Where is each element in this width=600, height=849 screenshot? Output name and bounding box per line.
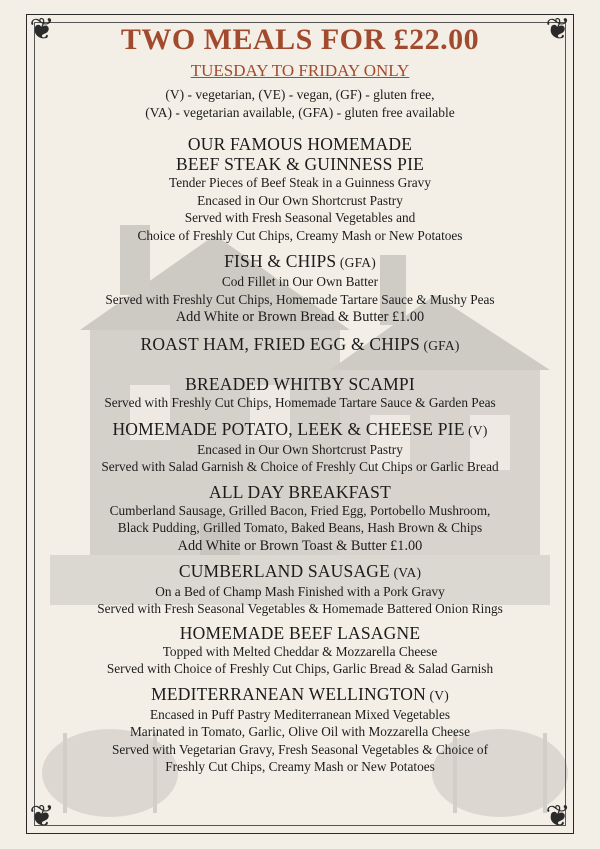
menu-item-description: Served with Freshly Cut Chips, Homemade Tartare Sauce & Mushy Peas xyxy=(105,291,495,307)
menu-content xyxy=(40,22,560,776)
menu-item-name: BEEF STEAK & GUINNESS PIE xyxy=(175,154,425,174)
menu-item-description: On a Bed of Champ Mash Finished with a Pork Gravy xyxy=(155,583,445,599)
menu-item-name: MEDITERRANEAN WELLINGTON (V) xyxy=(151,683,449,704)
menu-item-description: Tender Pieces of Beef Steak in a Guinness Gravy xyxy=(169,175,431,190)
dietary-tag: (GFA) xyxy=(419,338,460,353)
menu-item-description: Served with Vegetarian Gravy, Fresh Seasonal Vegetables & Choice of xyxy=(111,741,489,757)
menu-item-name-prefix: OUR FAMOUS HOMEMADE xyxy=(187,134,413,154)
menu-item-name: FISH & CHIPS (GFA) xyxy=(224,251,376,271)
menu-item xyxy=(40,251,560,327)
menu-title: TWO MEALS FOR £22.00 xyxy=(120,23,480,56)
menu-item-name: ALL DAY BREAKFAST xyxy=(209,481,391,502)
dietary-tag: (V) xyxy=(425,687,449,703)
menu-item-name: BREADED WHITBY SCAMPI xyxy=(185,374,415,394)
corner-flourish-icon: ❦ xyxy=(545,799,571,834)
menu-item-description: Served with Fresh Seasonal Vegetables & Homemade Battered Onion Rings xyxy=(97,601,503,616)
menu-item-description: Encased in Our Own Shortcrust Pastry xyxy=(197,441,403,457)
menu-item-description: Served with Choice of Freshly Cut Chips, Garlic Bread & Salad Garnish xyxy=(106,661,494,676)
menu-item-addon: Add White or Brown Toast & Butter £1.00 xyxy=(177,537,423,554)
menu-item-description: Marinated in Tomato, Garlic, Olive Oil with Mozzarella Cheese xyxy=(129,724,470,739)
menu-item-description: Served with Salad Garnish & Choice of Freshly Cut Chips or Garlic Bread xyxy=(101,459,499,474)
menu-subtitle: TUESDAY TO FRIDAY ONLY xyxy=(190,61,410,80)
menu-item-description: Served with Fresh Seasonal Vegetables and xyxy=(184,210,416,225)
corner-flourish-icon: ❦ xyxy=(545,12,571,47)
menu-item xyxy=(40,134,560,244)
menu-item xyxy=(40,334,560,356)
menu-item-description: Freshly Cut Chips, Creamy Mash or New Potatoes xyxy=(165,759,435,774)
menu-item-description: Black Pudding, Grilled Tomato, Baked Beans, Hash Brown & Chips xyxy=(117,520,483,535)
menu-item-description: Cumberland Sausage, Grilled Bacon, Fried Egg, Portobello Mushroom, xyxy=(109,502,491,518)
menu-item-description: Encased in Our Own Shortcrust Pastry xyxy=(197,192,403,208)
dietary-key-line: (VA) - vegetarian available, (GFA) - gluten free available xyxy=(145,105,455,120)
menu-item-description: Encased in Puff Pastry Mediterranean Mixed Vegetables xyxy=(149,706,451,722)
dietary-tag: (V) xyxy=(464,422,488,438)
corner-flourish-icon: ❦ xyxy=(29,799,55,834)
menu-item xyxy=(40,684,560,776)
menu-item-name: CUMBERLAND SAUSAGE (VA) xyxy=(178,560,422,581)
menu-item xyxy=(40,561,560,618)
menu-item-name: ROAST HAM, FRIED EGG & CHIPS (GFA) xyxy=(140,334,460,354)
menu-item xyxy=(40,374,560,412)
menu-item-description: Choice of Freshly Cut Chips, Creamy Mash or New Potatoes xyxy=(137,227,463,243)
menu-item-description: Cod Fillet in Our Own Batter xyxy=(221,274,379,289)
dietary-key-line: (V) - vegetarian, (VE) - vegan, (GF) - gluten free, xyxy=(165,87,435,102)
menu-item-name: HOMEMADE POTATO, LEEK & CHEESE PIE (V) xyxy=(112,418,488,439)
corner-flourish-icon: ❦ xyxy=(29,12,55,47)
menu-item xyxy=(40,419,560,476)
menu-item xyxy=(40,482,560,556)
dietary-tag: (VA) xyxy=(390,564,422,580)
menu-item-name: HOMEMADE BEEF LASAGNE xyxy=(179,622,421,643)
menu-item-description: Served with Freshly Cut Chips, Homemade Tartare Sauce & Garden Peas xyxy=(104,395,496,410)
menu-item-description: Topped with Melted Cheddar & Mozzarella Cheese xyxy=(162,643,438,659)
menu-item-addon: Add White or Brown Bread & Butter £1.00 xyxy=(175,309,425,325)
menu-item xyxy=(40,623,560,678)
menu-items xyxy=(40,134,560,776)
dietary-tag: (GFA) xyxy=(336,255,376,270)
